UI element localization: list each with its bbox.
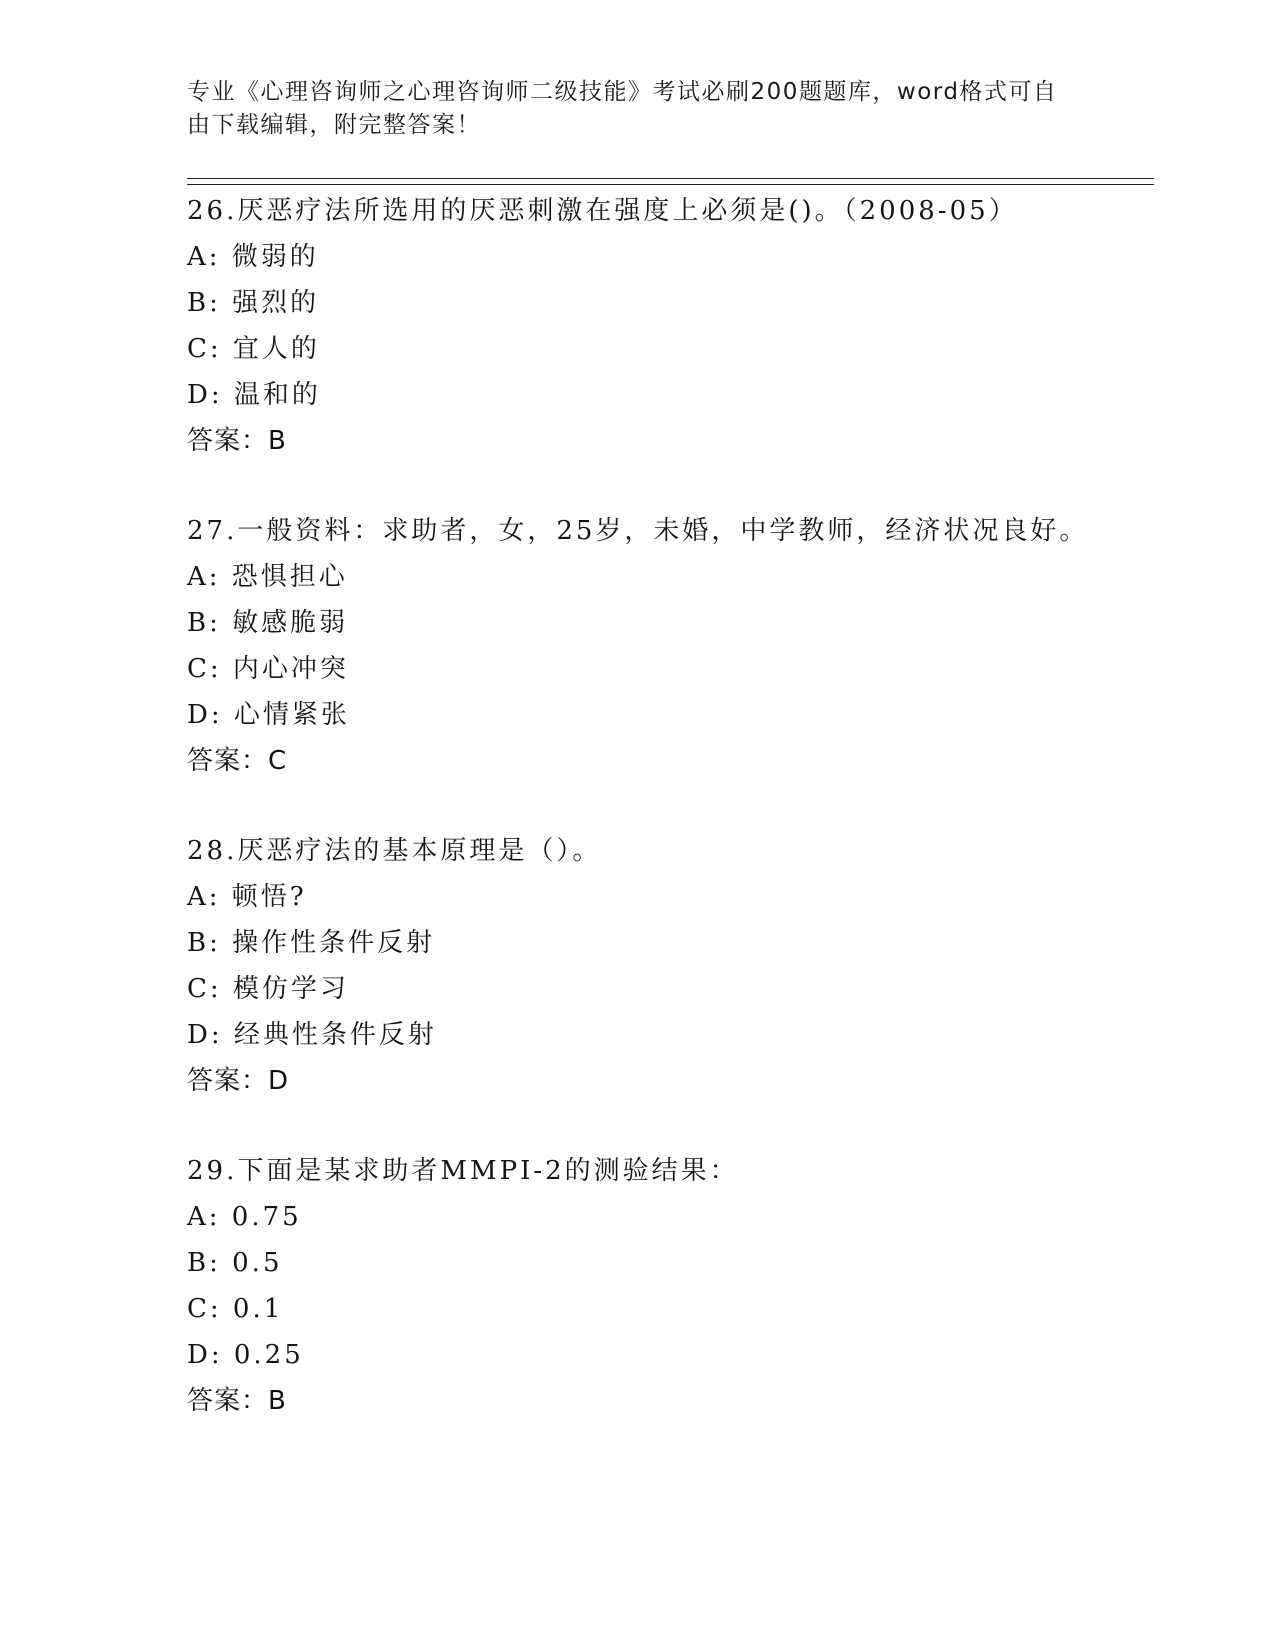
question-title: 26.厌恶疗法所选用的厌恶刺激在强度上必须是()。（2008-05） [187,196,1018,226]
option-c: C: 内心冲突 [187,654,349,684]
option-d: D: 经典性条件反射 [187,1020,437,1050]
option-b: B: 敏感脆弱 [187,608,349,638]
question-title: 29.下面是某求助者MMPI-2的测验结果： [187,1156,739,1186]
option-c: C: 模仿学习 [187,974,349,1004]
answer-line: 答案：B [187,1386,287,1416]
question-27 [187,513,1147,789]
option-a: A: 微弱的 [187,242,319,272]
option-b: B: 0.5 [187,1248,283,1278]
option-d: D: 温和的 [187,380,321,410]
intro-line-1: 专业《心理咨询师之心理咨询师二级技能》考试必刷200题题库，word格式可自 [187,79,1058,105]
option-a: A: 0.75 [187,1202,302,1232]
answer-line: 答案：C [187,746,288,776]
option-d: D: 心情紧张 [187,700,350,730]
option-b: B: 操作性条件反射 [187,928,436,958]
question-29 [187,1153,1147,1429]
question-title: 28.厌恶疗法的基本原理是（）。 [187,836,602,866]
header-divider-top [187,178,1154,179]
question-28 [187,833,1147,1109]
header-divider-bottom [187,184,1154,185]
option-c: C: 0.1 [187,1294,284,1324]
option-d: D: 0.25 [187,1340,304,1370]
question-title: 27.一般资料：求助者，女，25岁，未婚，中学教师，经济状况良好。 [187,516,1089,546]
document-header [187,76,1067,142]
option-a: A: 顿悟? [187,882,307,912]
question-26 [187,193,1147,469]
answer-line: 答案：B [187,426,287,456]
intro-line-2: 由下载编辑，附完整答案！ [187,112,481,138]
option-c: C: 宜人的 [187,334,320,364]
answer-line: 答案：D [187,1066,290,1096]
option-a: A: 恐惧担心 [187,562,348,592]
option-b: B: 强烈的 [187,288,320,318]
